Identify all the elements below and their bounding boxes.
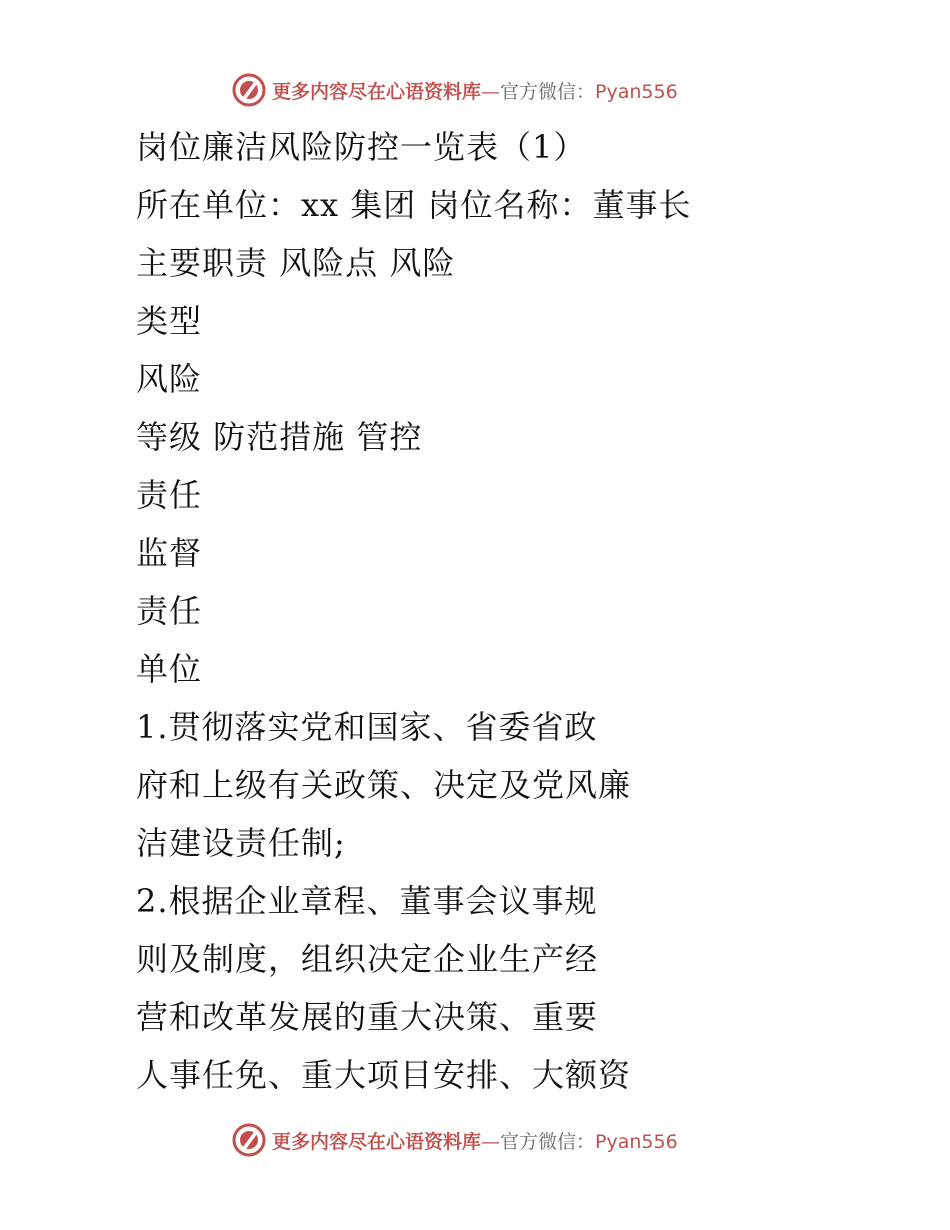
- document-line: 责任: [136, 476, 203, 514]
- header-banner: [232, 70, 678, 110]
- footer-banner: [232, 1120, 678, 1160]
- document-line: 营和改革发展的重大决策、重要: [136, 998, 599, 1036]
- banner-text: [272, 1127, 678, 1154]
- document-line: 府和上级有关政策、决定及党风廉: [136, 766, 632, 804]
- document-line: 单位: [136, 650, 203, 688]
- document-line: 等级 防范措施 管控: [136, 418, 423, 456]
- document-line: 所在单位：xx 集团 岗位名称：董事长: [136, 186, 692, 224]
- document-body: [136, 118, 836, 1104]
- document-line: 则及制度，组织决定企业生产经: [136, 940, 599, 978]
- banner-main-text: 更多内容尽在心语资料库: [272, 80, 482, 103]
- document-line: 2.根据企业章程、董事会议事规: [136, 882, 598, 920]
- banner-wechat-id: Pyan556: [595, 1130, 678, 1153]
- pen-logo-icon: [232, 73, 266, 107]
- banner-official-label: 官方微信：: [500, 1130, 596, 1153]
- document-line: 主要职责 风险点 风险: [136, 244, 456, 282]
- document-title: 岗位廉洁风险防控一览表（1）: [136, 128, 587, 166]
- banner-wechat-id: Pyan556: [595, 80, 678, 103]
- document-line: 监督: [136, 534, 203, 572]
- banner-dash: —: [481, 80, 501, 103]
- document-line: 责任: [136, 592, 203, 630]
- banner-official-label: 官方微信：: [500, 80, 596, 103]
- banner-main-text: 更多内容尽在心语资料库: [272, 1130, 482, 1153]
- document-line: 人事任免、重大项目安排、大额资: [136, 1056, 632, 1094]
- document-line: 风险: [136, 360, 203, 398]
- banner-text: [272, 77, 678, 104]
- document-line: 1.贯彻落实党和国家、省委省政: [136, 708, 598, 746]
- banner-dash: —: [481, 1130, 501, 1153]
- document-line: 类型: [136, 302, 203, 340]
- pen-logo-icon: [232, 1123, 266, 1157]
- document-line: 洁建设责任制;: [136, 824, 346, 862]
